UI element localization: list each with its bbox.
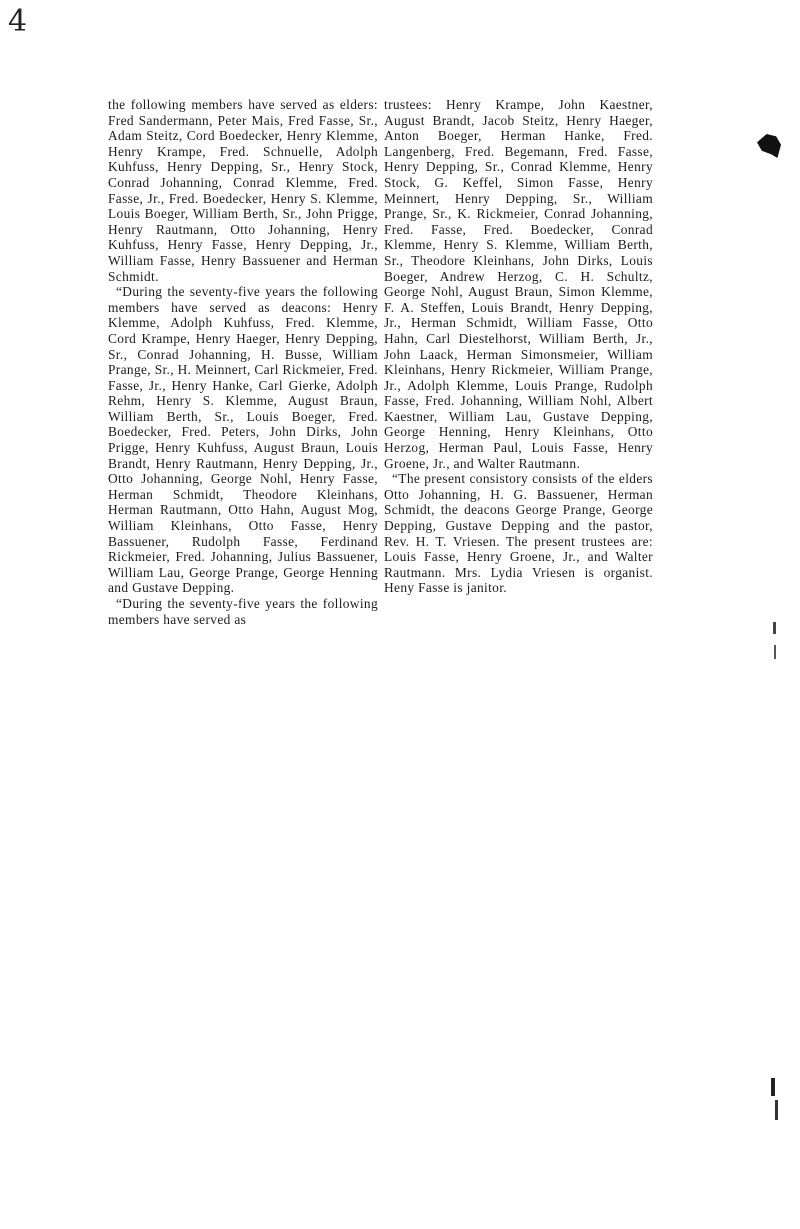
margin-mark (774, 645, 776, 659)
text-column-left (108, 97, 378, 627)
paragraph-trustees: trustees: Henry Krampe, John Kaestner, August Brandt, Jacob Steitz, Henry Haeger, Anton Boeger, Herman Hanke, Fred. Langenberg, Fred. Begemann, Fred. Fasse, Henry Depping, Sr., Conrad Klemme, Henry Stock, G. Keffel, Simon Fasse, Henry Meinnert, Henry Depping, Sr., William Prange, Sr., K. Rickmeier, Conrad Johanning, Fred. Fasse, Fred. Boedecker, Conrad Klemme, Henry S. Klemme, William Berth, Sr., Theodore Kleinhans, John Dirks, Louis Boeger, Andrew Herzog, C. H. Schultz, George Nohl, August Braun, Simon Klemme, F. A. Steffen, Louis Brandt, Henry Depping, Jr., Herman Schmidt, William Fasse, Otto Hahn, Carl Diestelhorst, William Berth, Jr., John Laack, Herman Simonsmeier, William Kleinhans, Henry Rickmeier, William Prange, Jr., Adolph Klemme, Louis Prange, Rudolph Fasse, Fred. Johanning, William Nohl, Albert Kaestner, William Lau, Gustave Depping, George Henning, Henry Kleinhans, Otto Herzog, Herman Paul, Louis Fasse, Henry Groene, Jr., and Walter Rautmann. (384, 97, 653, 471)
margin-mark (771, 1078, 775, 1096)
page-number: 4 (8, 4, 28, 39)
margin-mark (773, 622, 776, 634)
text-column-right (384, 97, 653, 596)
paragraph-elders: the following members have served as elders: Fred Sandermann, Peter Mais, Fred Fasse, Sr., Adam Steitz, Cord Boedecker, Henry Klemme, Henry Krampe, Fred. Schnuelle, Adolph Kuhfuss, Henry Depping, Sr., Henry Stock, Conrad Johanning, Conrad Klemme, Fred. Fasse, Jr., Fred. Boedecker, Henry S. Klemme, Louis Boeger, William Berth, Sr., John Prigge, Henry Rautmann, Otto Johanning, Henry Kuhfuss, Henry Fasse, Henry Depping, Jr., William Fasse, Henry Bassuener and Herman Schmidt. (108, 97, 378, 284)
ink-blot-mark (757, 134, 781, 158)
paragraph-deacons: “During the seventy-five years the following members have served as deacons: Henry Klemme, Adolph Kuhfuss, Fred. Klemme, Cord Krampe, Henry Haeger, Henry Depping, Sr., Conrad Johanning, H. Busse, William Prange, Sr., H. Meinnert, Carl Rickmeier, Fred. Fasse, Jr., Henry Hanke, Carl Gierke, Adolph Rehm, Henry S. Klemme, August Braun, William Berth, Sr., Louis Boeger, Fred. Boedecker, Fred. Peters, John Dirks, John Prigge, Henry Kuhfuss, August Braun, Louis Brandt, Henry Rautmann, Henry Depping, Jr., Otto Johanning, George Nohl, Henry Fasse, Herman Schmidt, Theodore Kleinhans, Herman Rautmann, Otto Hahn, August Mog, William Kleinhans, Otto Fasse, Henry Bassuener, Rudolph Fasse, Ferdinand Rickmeier, Fred. Johanning, Julius Bassuener, William Lau, George Prange, George Henning and Gustave Depping. (108, 284, 378, 596)
paragraph-present-consistory: “The present consistory consists of the elders Otto Johanning, H. G. Bassuener, Herman Schmidt, the deacons George Prange, George Depping, Gustave Depping and the pastor, Rev. H. T. Vriesen. The present trustees are: Louis Fasse, Henry Groene, Jr., and Walter Rautmann. Mrs. Lydia Vriesen is organist. Heny Fasse is janitor. (384, 471, 653, 596)
paragraph-trustees-intro: “During the seventy-five years the following members have served as (108, 596, 378, 627)
margin-mark (775, 1100, 778, 1120)
